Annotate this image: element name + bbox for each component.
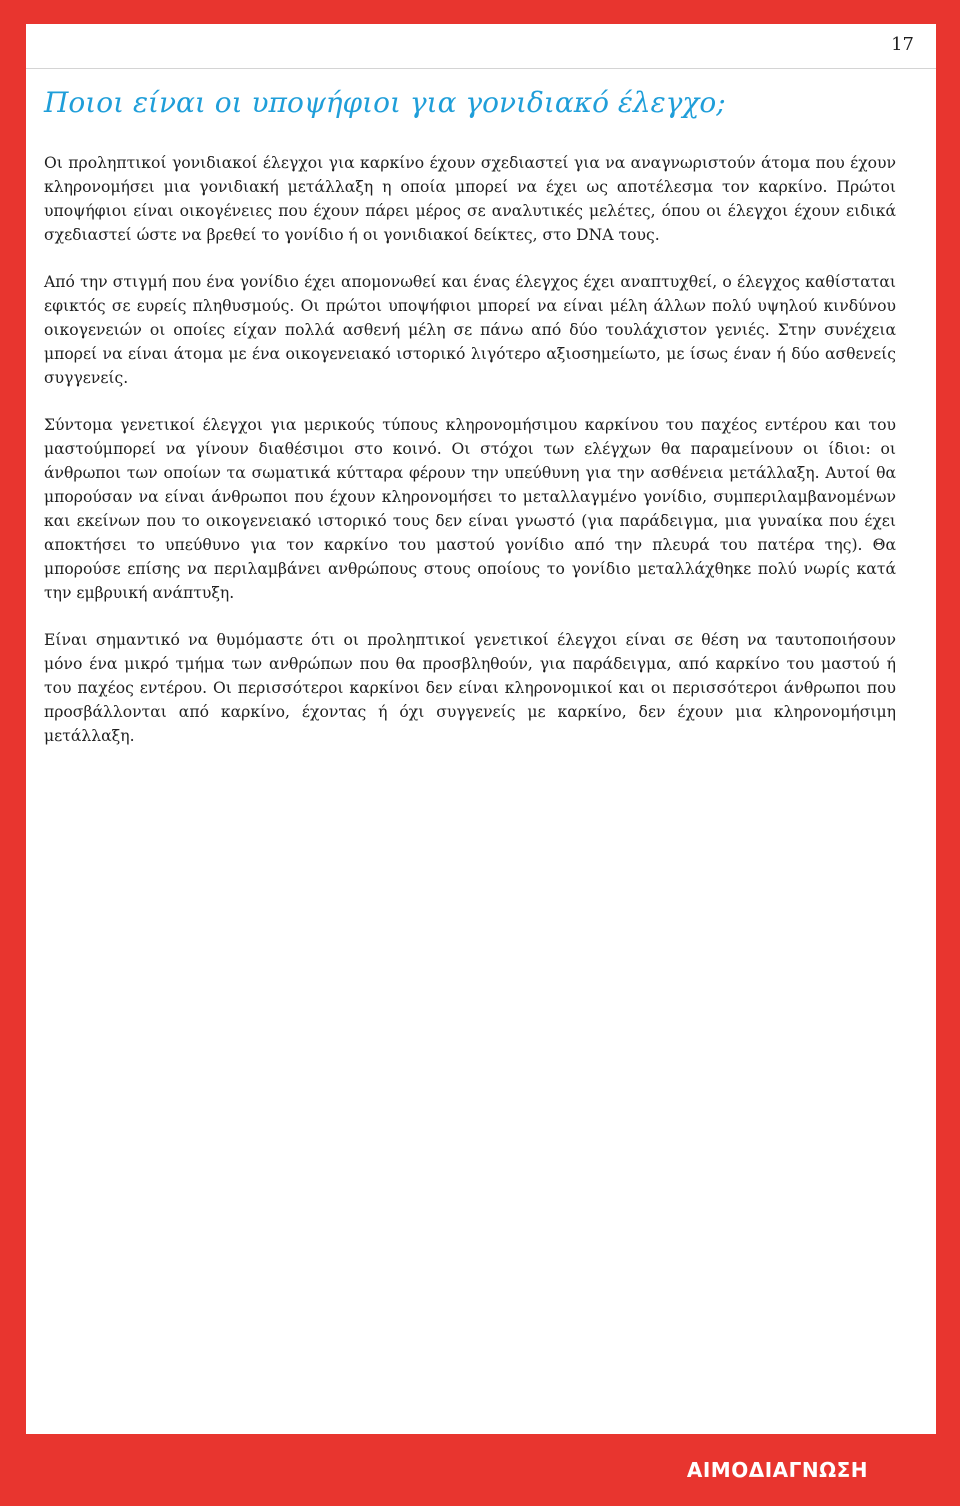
header-divider (26, 68, 936, 69)
brand-logo-text: ΑΙΜΟΔΙΑΓΝΩΣΗ (686, 1458, 868, 1482)
paragraph-1: Οι προληπτικοί γονιδιακοί έλεγχοι για καρκίνο έχουν σχεδιαστεί για να αναγνωριστούν άτομα που έχουν κληρονομήσει μια γονιδιακή μετάλλαξη η οποία μπορεί να έχει ως αποτέλεσμα τον καρκίνο. Πρώτοι υποψήφιοι είναι οικογένειες που έχουν πάρει μέρος σε αναλυτικές μελέτες, όπου οι έλεγχοι έχουν ειδικά σχεδιαστεί ώστε να βρεθεί το γονίδιο ή οι γονιδιακοί δείκτες, στο DNA τους. (44, 154, 896, 244)
paragraph-4: Είναι σημαντικό να θυμόμαστε ότι οι προληπτικοί γενετικοί έλεγχοι είναι σε θέση να ταυτοποιήσουν μόνο ένα μικρό τμήμα των ανθρώπων που θα προσβληθούν, για παράδειγμα, από καρκίνο του μαστού ή του παχέος εντέρου. Οι περισσότεροι καρκίνοι δεν είναι κληρονομικοί και οι περισσότεροι άνθρωποι που προσβάλλονται από καρκίνο, έχοντας ή όχι συγγενείς με καρκίνο, δεν έχουν μια κληρονομήσιμη μετάλλαξη. (44, 631, 896, 745)
document-page (26, 24, 936, 1434)
paragraph-3: Σύντομα γενετικοί έλεγχοι για μερικούς τύπους κληρονομήσιμου καρκίνου του παχέος εντέρου και του μαστούμπορεί να γίνουν διαθέσιμοι στο κοινό. Οι στόχοι των ελέγχων θα παραμείνουν οι ίδιοι: οι άνθρωποι των οποίων τα σωματικά κύτταρα φέρουν την υπεύθυνη για την ασθένεια μετάλλαξη. Αυτοί θα μπορούσαν να είναι άνθρωποι που έχουν κληρονομήσει το μεταλλαγμένο γονίδιο, συμπεριλαμβανομένων και εκείνων που το οικογενειακό ιστορικό τους δεν είναι γνωστό (για παράδειγμα, μια γυναίκα που έχει αποκτήσει το υπεύθυνο για τον καρκίνο του μαστού γονίδιο από την πλευρά του πατέρα της). Θα μπορούσε επίσης να περιλαμβάνει ανθρώπους στους οποίους το γονίδιο μεταλλάχθηκε πολύ νωρίς κατά την εμβρυική ανάπτυξη. (44, 416, 896, 602)
paragraph-2: Από την στιγμή που ένα γονίδιο έχει απομονωθεί και ένας έλεγχος έχει αναπτυχθεί, ο έλεγχος καθίσταται εφικτός σε ευρείς πληθυσμούς. Οι πρώτοι υποψήφιοι μπορεί να είναι μέλη άλλων πολύ υψηλού κινδύνου οικογενειών οι οποίες είχαν πολλά ασθενή μέλη σε πάνω από δύο τουλάχιστον γενιές. Στην συνέχεια μπορεί να είναι άτομα με ένα οικογενειακό ιστορικό λιγότερο αξιοσημείωτο, με ίσως έναν ή δύο ασθενείς συγγενείς. (44, 273, 896, 387)
body-content (44, 151, 896, 771)
page-number: 17 (891, 34, 914, 55)
page-title: Ποιοι είναι οι υποψήφιοι για γονιδιακό έλεγχο; (44, 86, 726, 119)
